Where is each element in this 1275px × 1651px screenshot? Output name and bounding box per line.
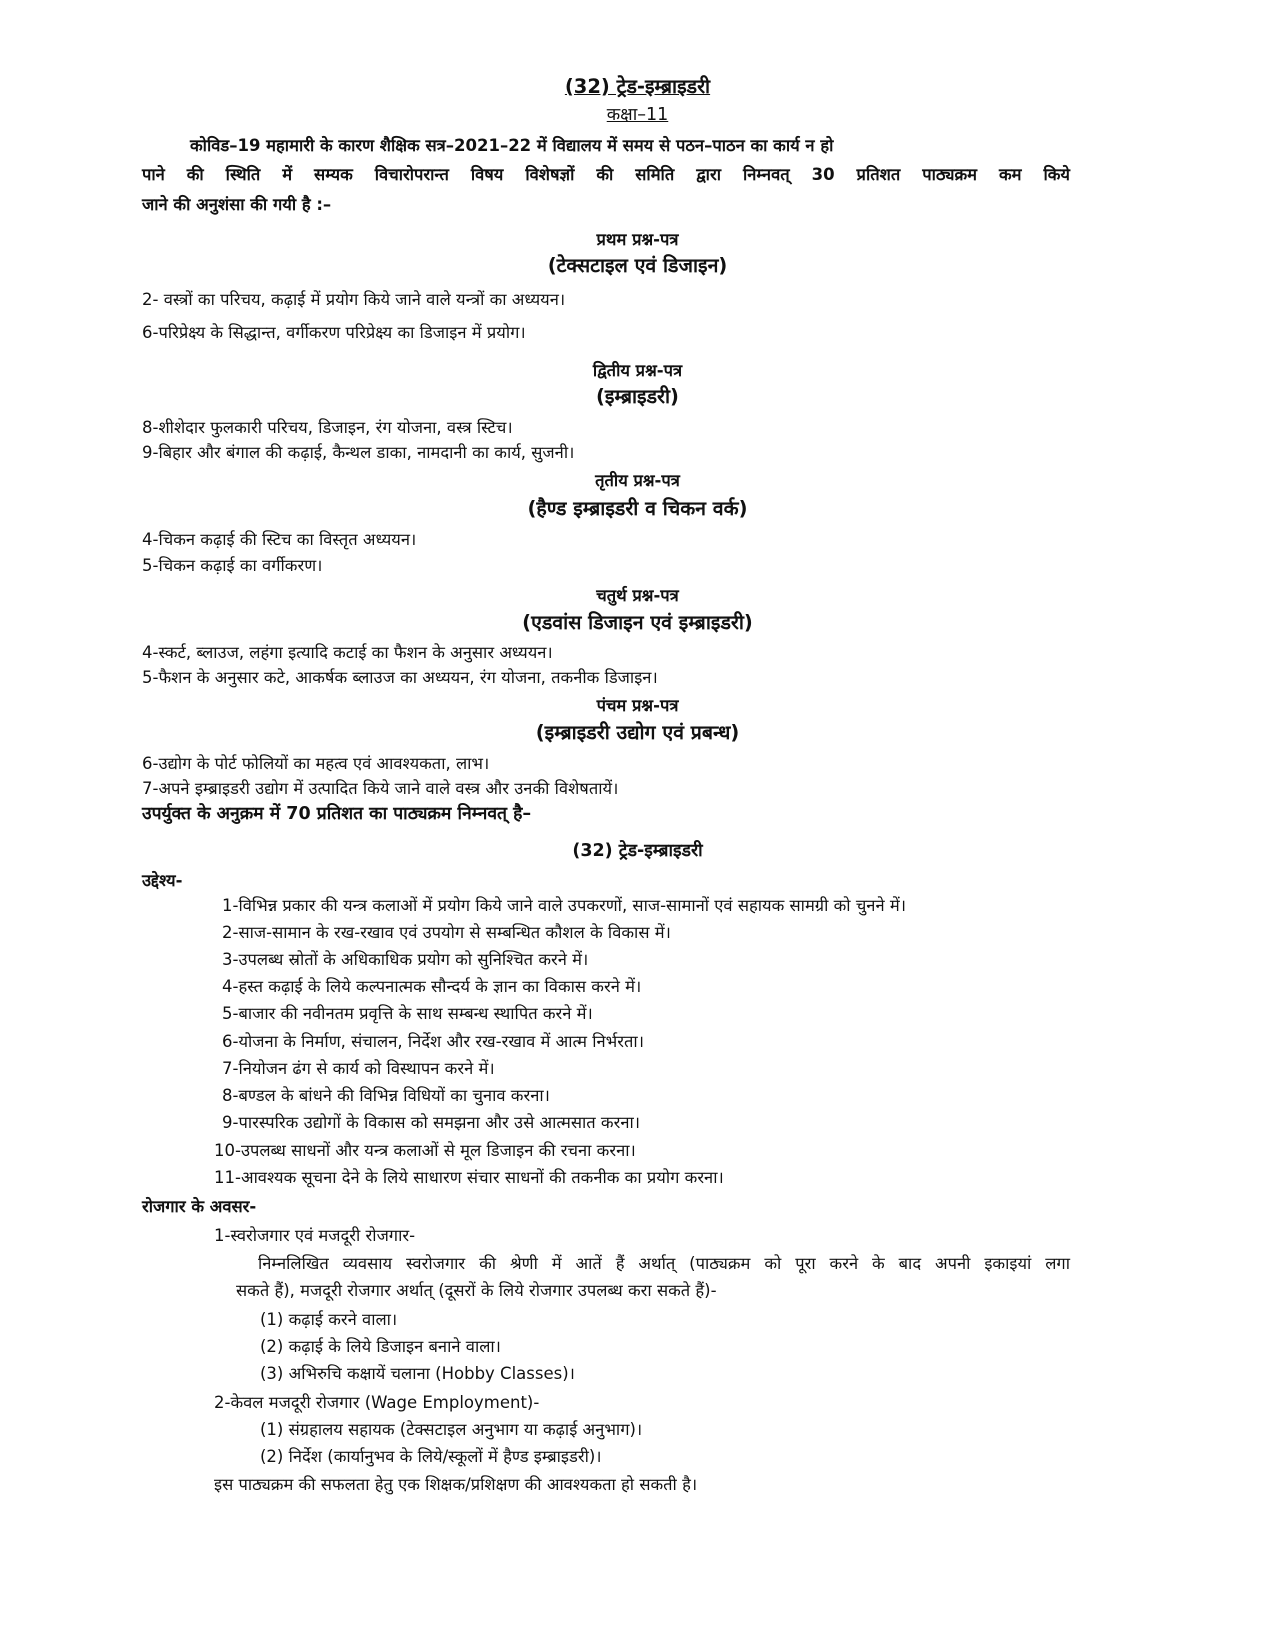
trade-title: (32) ट्रेड-इम्ब्राइडरी (564, 75, 711, 98)
objectives-heading: उद्देश्य- (142, 871, 183, 890)
objective-item: 5-बाजार की नवीनतम प्रवृत्ति के साथ सम्बन्ध स्थापित करने में। (222, 1004, 593, 1023)
paper-5-item: 7-अपने इम्ब्राइडरी उद्योग में उत्पादित किये जाने वाले वस्त्र और उनकी विशेषतायें। (142, 779, 619, 798)
paper-5-heading: पंचम प्रश्न-पत्र (596, 696, 679, 715)
paper-1-subtitle: (टेक्सटाइल एवं डिजाइन) (547, 254, 728, 277)
paper-4-subtitle: (एडवांस डिजाइन एवं इम्ब्राइडरी) (522, 611, 753, 634)
intro-line-1: कोविड–19 महामारी के कारण शैक्षिक सत्र–2021–22 में विद्यालय में समय से पठन–पाठन का कार्य न हो (190, 136, 834, 155)
wage-employment-item: (1) संग्रहालय सहायक (टेक्सटाइल अनुभाग या कढ़ाई अनुभाग)। (260, 1420, 643, 1439)
paper-3-item: 4-चिकन कढ़ाई की स्टिच का विस्तृत अध्ययन। (142, 530, 417, 549)
self-employment-para-1: निम्नलिखित व्यवसाय स्वरोजगार की श्रेणी में आतें हैं अर्थात् (पाठ्यक्रम को पूरा करने के बाद अपनी इकाइयां लगा (258, 1254, 1070, 1273)
class-label: कक्षा–11 (606, 105, 669, 125)
objective-item: 4-हस्त कढ़ाई के लिये कल्पनात्मक सौन्दर्य के ज्ञान का विकास करने में। (222, 977, 642, 996)
objective-item: 11-आवश्यक सूचना देने के लिये साधारण संचार साधनों की तकनीक का प्रयोग करना। (214, 1168, 724, 1187)
self-employment-para-2: सकते हैं), मजदूरी रोजगार अर्थात् (दूसरों के लिये रोजगार उपलब्ध करा सकते हैं)- (236, 1281, 717, 1300)
objective-item: 6-योजना के निर्माण, संचालन, निर्देश और रख-रखाव में आत्म निर्भरता। (222, 1032, 644, 1051)
intro-line-2: पाने की स्थिति में सम्यक विचारोपरान्त विषय विशेषज्ञों की समिति द्वारा निम्नवत् 30 प्रतिशत पाठ्यक्रम कम किये (142, 165, 1070, 184)
self-employment-item: (2) कढ़ाई के लिये डिजाइन बनाने वाला। (260, 1337, 501, 1356)
paper-2-heading: द्वितीय प्रश्न-पत्र (592, 361, 683, 380)
paper-3-heading: तृतीय प्रश्न-पत्र (595, 471, 680, 490)
self-employment-item: (1) कढ़ाई करने वाला। (260, 1310, 398, 1329)
paper-2-subtitle: (इम्ब्राइडरी) (596, 385, 679, 408)
paper-4-heading: चतुर्थ प्रश्न-पत्र (596, 586, 679, 605)
paper-4-item: 5-फैशन के अनुसार कटे, आकर्षक ब्लाउज का अध्ययन, रंग योजना, तकनीक डिजाइन। (142, 668, 658, 687)
seventy-percent-statement: उपर्युक्त के अनुक्रम में 70 प्रतिशत का पाठ्यक्रम निम्नवत् है– (142, 804, 532, 824)
self-employment-title: 1-स्वरोजगार एवं मजदूरी रोजगार- (214, 1226, 416, 1245)
wage-employment-title: 2-केवल मजदूरी रोजगार (Wage Employment)- (214, 1393, 540, 1412)
paper-2-item: 8-शीशेदार फुलकारी परिचय, डिजाइन, रंग योजना, वस्त्र स्टिच। (142, 418, 513, 437)
paper-4-item: 4-स्कर्ट, ब्लाउज, लहंगा इत्यादि कटाई का फैशन के अनुसार अध्ययन। (142, 643, 553, 662)
self-employment-item: (3) अभिरुचि कक्षायें चलाना (Hobby Classes)। (260, 1364, 575, 1383)
paper-1-heading: प्रथम प्रश्न-पत्र (596, 230, 679, 249)
paper-1-item: 2- वस्त्रों का परिचय, कढ़ाई में प्रयोग किये जाने वाले यन्त्रों का अध्ययन। (142, 290, 566, 309)
employment-heading: रोजगार के अवसर- (142, 1197, 257, 1216)
objective-item: 8-बण्डल के बांधने की विभिन्न विधियों का चुनाव करना। (222, 1086, 550, 1105)
objective-item: 2-साज-सामान के रख-रखाव एवं उपयोग से सम्बन्धित कौशल के विकास में। (222, 923, 671, 942)
paper-5-item: 6-उद्योग के पोर्ट फोलियों का महत्व एवं आवश्यकता, लाभ। (142, 754, 490, 773)
closing-statement: इस पाठ्यक्रम की सफलता हेतु एक शिक्षक/प्रशिक्षण की आवश्यकता हो सकती है। (214, 1475, 698, 1494)
objective-item: 9-पारस्परिक उद्योगों के विकास को समझना और उसे आत्मसात करना। (222, 1113, 641, 1132)
paper-2-item: 9-बिहार और बंगाल की कढ़ाई, कैन्थल डाका, नामदानी का कार्य, सुजनी। (142, 443, 575, 462)
wage-employment-item: (2) निर्देश (कार्यानुभव के लिये/स्कूलों में हैण्ड इम्ब्राइडरी)। (260, 1447, 602, 1466)
paper-5-subtitle: (इम्ब्राइडरी उद्योग एवं प्रबन्ध) (535, 721, 740, 744)
paper-3-subtitle: (हैण्ड इम्ब्राइडरी व चिकन वर्क) (527, 497, 748, 520)
seventy-percent-trade-title: (32) ट्रेड-इम्ब्राइडरी (572, 841, 703, 861)
objective-item: 10-उपलब्ध साधनों और यन्त्र कलाओं से मूल डिजाइन की रचना करना। (214, 1141, 636, 1160)
objective-item: 3-उपलब्ध स्रोतों के अधिकाधिक प्रयोग को सुनिश्चित करने में। (222, 950, 589, 969)
objective-item: 1-विभिन्न प्रकार की यन्त्र कलाओं में प्रयोग किये जाने वाले उपकरणों, साज-सामानों एवं सहायक सामग्री को चुनने में। (222, 896, 906, 915)
paper-3-item: 5-चिकन कढ़ाई का वर्गीकरण। (142, 556, 323, 575)
paper-1-item: 6-परिप्रेक्ष्य के सिद्धान्त, वर्गीकरण परिप्रेक्ष्य का डिजाइन में प्रयोग। (142, 323, 526, 342)
objective-item: 7-नियोजन ढंग से कार्य को विस्थापन करने में। (222, 1059, 495, 1078)
intro-line-3: जाने की अनुशंसा की गयी है :– (142, 195, 332, 214)
